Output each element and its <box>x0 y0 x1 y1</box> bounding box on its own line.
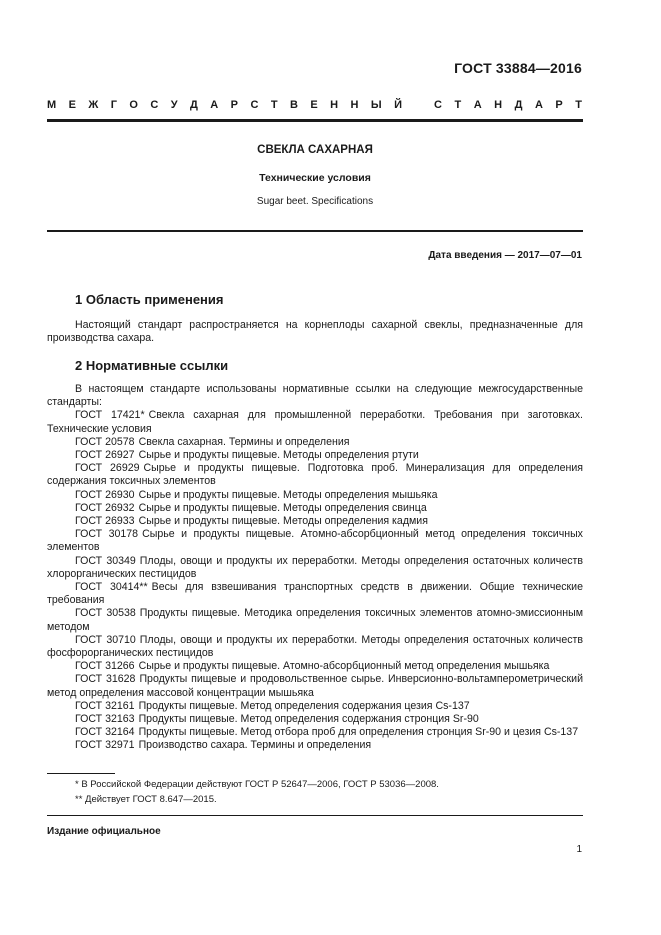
reference-item <box>47 528 583 554</box>
banner-letter: А <box>534 99 543 111</box>
scope-paragraph: Настоящий стандарт распространяется на корнеплоды сахарной свеклы, предназначенные для производства сахара. <box>47 319 583 345</box>
footnote-2: ** Действует ГОСТ 8.647—2015. <box>75 794 217 805</box>
reference-title: Продукты пищевые. Метод определения содержания цезия Cs-137 <box>138 699 470 712</box>
reference-code: ГОСТ 30349 <box>75 554 136 567</box>
banner-letter: Ы <box>370 99 382 111</box>
reference-item <box>47 555 583 581</box>
reference-code: ГОСТ 26932 <box>75 501 135 514</box>
reference-item <box>47 726 583 739</box>
footnote-1: * В Российской Федерации действуют ГОСТ Р 52647—2006, ГОСТ Р 53036—2008. <box>75 779 439 790</box>
reference-title: Продукты пищевые. Метод определения содержания стронция Sr-90 <box>138 713 479 726</box>
banner-letter: Е <box>310 99 318 111</box>
document-title: СВЕКЛА САХАРНАЯ <box>257 144 373 156</box>
reference-code: ГОСТ 30710 <box>75 633 136 646</box>
banner-letter: С <box>250 99 259 111</box>
footnote-rule <box>47 773 115 774</box>
banner-letter: Ж <box>88 99 99 111</box>
section-1-heading: 1 Область применения <box>75 292 224 307</box>
section-1-text <box>47 319 583 345</box>
banner-letter: Д <box>190 99 198 111</box>
banner-letter: В <box>289 99 298 111</box>
reference-code: ГОСТ 26929 <box>75 462 140 475</box>
reference-item <box>47 515 583 528</box>
banner-letter: Р <box>230 99 239 111</box>
banner-letter: А <box>473 99 482 111</box>
banner-letter: С <box>434 99 442 111</box>
reference-title: Продукты пищевые. Методика определения токсичных элементов атомно-эмиссионным методом <box>47 607 583 633</box>
reference-title: Сырье и продукты пищевые. Подготовка проб. Минерализация для определения содержания токсичных элементов <box>47 462 583 488</box>
reference-code: ГОСТ 31628 <box>75 673 136 686</box>
reference-item <box>47 436 583 449</box>
banner-letter: Н <box>330 99 339 111</box>
banner-letter: А <box>210 99 219 111</box>
banner-letter: Р <box>555 99 563 111</box>
references-list <box>47 409 583 752</box>
reference-title: Весы для взвешивания транспортных средств в движении. Общие технические требования <box>47 581 583 607</box>
standard-banner <box>47 99 582 111</box>
header-rule <box>47 119 583 122</box>
reference-title: Плоды, овощи и продукты их переработки. Методы определения остаточных количеств хлорорганических пестицидов <box>47 554 583 580</box>
reference-code: ГОСТ 32163 <box>75 713 135 726</box>
section-2-heading: 2 Нормативные ссылки <box>75 358 229 373</box>
official-edition-label: Издание официальное <box>47 826 161 837</box>
reference-title: Сырье и продукты пищевые. Атомно-абсорбционный метод определения токсичных элементов <box>47 528 583 554</box>
english-title: Sugar beet. Specifications <box>256 196 374 207</box>
section-2-text <box>47 383 583 753</box>
banner-word-interstate <box>47 99 402 111</box>
banner-letter: Е <box>68 99 76 111</box>
banner-letter: Н <box>494 99 503 111</box>
reference-title: Продукты пищевые и продовольственное сырье. Инверсионно-вольтамперометрический метод определения массовой концентрации мышьяка <box>47 673 583 699</box>
introduction-date: Дата введения — 2017—07—01 <box>428 250 582 261</box>
reference-item <box>47 660 583 673</box>
reference-item <box>47 700 583 713</box>
banner-letter: Т <box>575 99 582 111</box>
reference-code: ГОСТ 17421* <box>75 409 145 422</box>
footer-rule <box>47 815 583 816</box>
reference-title: Сырье и продукты пищевые. Методы определения мышьяка <box>138 488 438 501</box>
reference-item <box>47 409 583 435</box>
reference-title: Сырье и продукты пищевые. Методы определения кадмия <box>138 515 428 528</box>
banner-letter: Г <box>110 99 117 111</box>
reference-code: ГОСТ 32971 <box>75 739 135 752</box>
references-intro: В настоящем стандарте использованы нормативные ссылки на следующие межгосударственные стандарты: <box>47 383 583 409</box>
banner-letter: С <box>150 99 159 111</box>
banner-letter: Д <box>514 99 523 111</box>
reference-code: ГОСТ 26927 <box>75 449 135 462</box>
document-subtitle: Технические условия <box>259 172 371 184</box>
reference-code: ГОСТ 30178 <box>75 528 139 541</box>
reference-title: Сырье и продукты пищевые. Атомно-абсорбционный метод определения мышьяка <box>138 660 550 673</box>
reference-title: Производство сахара. Термины и определения <box>138 739 372 752</box>
title-rule <box>47 230 583 232</box>
reference-code: ГОСТ 32161 <box>75 699 135 712</box>
reference-item <box>47 607 583 633</box>
reference-title: Свекла сахарная для промышленной переработки. Требования при заготовках. Технические условия <box>47 409 583 435</box>
reference-item <box>47 489 583 502</box>
reference-code: ГОСТ 32164 <box>75 726 135 739</box>
banner-letter: Т <box>454 99 462 111</box>
reference-title: Свекла сахарная. Термины и определения <box>138 435 350 448</box>
reference-item <box>47 739 583 752</box>
banner-letter: Н <box>350 99 359 111</box>
reference-item <box>47 634 583 660</box>
banner-letter: У <box>170 99 178 111</box>
reference-code: ГОСТ 20578 <box>75 435 135 448</box>
banner-letter: Й <box>394 99 402 111</box>
reference-item <box>47 713 583 726</box>
reference-item <box>47 449 583 462</box>
banner-letter: Т <box>270 99 278 111</box>
banner-word-standard <box>434 99 582 111</box>
document-code: ГОСТ 33884—2016 <box>454 60 582 76</box>
reference-item <box>47 673 583 699</box>
reference-code: ГОСТ 31266 <box>75 660 135 673</box>
reference-code: ГОСТ 26933 <box>75 515 135 528</box>
reference-item <box>47 502 583 515</box>
reference-title: Плоды, овощи и продукты их переработки. Методы определения остаточных количеств фосфорорганических пестицидов <box>47 633 583 660</box>
banner-letter: М <box>47 99 57 111</box>
banner-letter: О <box>129 99 138 111</box>
reference-code: ГОСТ 30414** <box>75 581 148 594</box>
reference-title: Сырье и продукты пищевые. Методы определения ртути <box>138 449 419 462</box>
reference-item <box>47 581 583 607</box>
reference-item <box>47 462 583 488</box>
reference-title: Сырье и продукты пищевые. Методы определения свинца <box>138 501 427 514</box>
reference-code: ГОСТ 26930 <box>75 488 135 501</box>
reference-title: Продукты пищевые. Метод отбора проб для определения стронция Sr-90 и цезия Cs-137 <box>138 726 579 739</box>
page-number: 1 <box>576 844 582 855</box>
reference-code: ГОСТ 30538 <box>75 607 136 620</box>
